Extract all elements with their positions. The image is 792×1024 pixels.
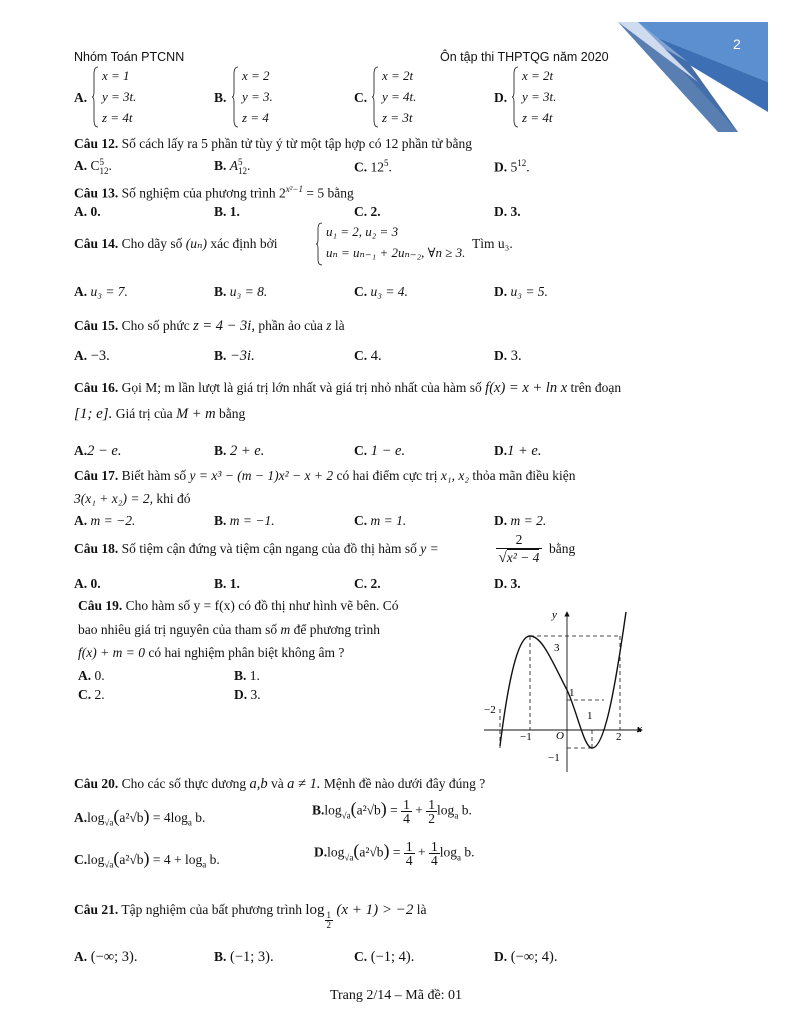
q16-stem-line2: [1; e]. Giá trị của M + m bằng — [74, 406, 246, 422]
q18-option-a[interactable]: A. 0. — [74, 576, 101, 591]
q21-option-c[interactable]: C. (−1; 4). — [354, 949, 415, 965]
origin-label: O — [556, 730, 564, 742]
q19-option-b[interactable]: B. 1. — [234, 668, 260, 683]
q16-option-c[interactable]: C. 1 − e. — [354, 443, 406, 459]
q17-option-b[interactable]: B. m = −1. — [214, 513, 275, 528]
q14-stem: Câu 14. Cho dãy số (uₙ) xác định bởi — [74, 236, 278, 251]
q15-option-d[interactable]: D. 3. — [494, 348, 522, 364]
q21-option-b[interactable]: B. (−1; 3). — [214, 949, 274, 965]
q17-option-c[interactable]: C. m = 1. — [354, 513, 407, 528]
q18-tail: bằng — [549, 541, 576, 556]
q20-stem: Câu 20. Cho các số thực dương a,b và a ≠ 1. Mệnh đề nào dưới đây đúng ? — [74, 776, 486, 792]
q17-stem-line2: 3(x₁ + x₂) = 2, khi đó — [74, 491, 191, 506]
header-left: Nhóm Toán PTCNN — [74, 50, 185, 64]
q15-stem: Câu 15. Cho số phức z = 4 − 3i, phần ảo của z là — [74, 318, 345, 334]
q18-stem: Câu 18. Số tiệm cận đứng và tiệm cận ngang của đồ thị hàm số y = — [74, 541, 439, 556]
q11-d-label: D. — [494, 90, 508, 105]
q20-option-c[interactable]: $C.\log_{√a}(a^2√b) = 4 + \log_a b$. — [74, 848, 220, 870]
q11-c-system: x = 2t y = 4t. z = 3t — [372, 66, 432, 128]
q11-a-system: x = 1 y = 3t. z = 4t — [92, 66, 152, 128]
q12-option-c[interactable]: C. $12^5$. — [354, 158, 392, 175]
page-number-badge: 2 — [733, 36, 741, 52]
q18-option-b[interactable]: B. 1. — [214, 576, 240, 591]
q14-system: u₁ = 2, u₂ = 3 uₙ = uₙ₋₁ + 2uₙ₋₂, ∀n ≥ 3. — [316, 222, 476, 266]
tick-x-1: 1 — [587, 710, 593, 722]
tick-y-1: 1 — [569, 687, 575, 699]
q11-b-system: x = 2 y = 3. z = 4 — [232, 66, 292, 128]
x-axis-label: x — [637, 723, 642, 735]
q19-stem-line3: f(x) + m = 0 có hai nghiệm phân biệt không âm ? — [78, 645, 345, 660]
q11-a-label: A. — [74, 90, 88, 105]
header-right: Ôn tập thi THPTQG năm 2020 — [440, 50, 609, 64]
q12-option-d[interactable]: D. $5^{12}$. — [494, 158, 530, 175]
q11-d-system: x = 2t y = 3t. z = 4t — [512, 66, 572, 128]
q20-option-d[interactable]: $D.\log_{√a}(a^2√b)$ = $\frac{1}{4}$ + $\frac{1}{4}$ $\log_a b$. — [314, 839, 475, 868]
q19-option-d[interactable]: D. 3. — [234, 687, 261, 702]
q15-option-a[interactable]: A. −3. — [74, 348, 110, 364]
q21-option-a[interactable]: A. (−∞; 3). — [74, 949, 138, 965]
tick-x-2: 2 — [616, 731, 622, 743]
q13-option-d[interactable]: D. 3. — [494, 204, 521, 219]
tick-x--2: −2 — [484, 704, 496, 716]
q19-stem-line1: Câu 19. Cho hàm số y = f(x) có đồ thị như hình vẽ bên. Có — [78, 598, 399, 613]
q19-stem-line2: bao nhiêu giá trị nguyên của tham số m để phương trình — [78, 622, 381, 637]
q14-option-a[interactable]: A. u₃ = 7. — [74, 284, 128, 299]
q21-stem: Câu 21. Tập nghiệm của bất phương trình log $\frac{1}{2}$ (x + 1) > −2 là — [74, 902, 427, 930]
q19-option-c[interactable]: C. 2. — [78, 687, 105, 702]
footer: Trang 2/14 – Mã đề: 01 — [329, 988, 463, 1003]
q12-option-b[interactable]: B. A 5 12 . — [214, 157, 251, 176]
y-axis-label: y — [552, 609, 557, 621]
q13-option-b[interactable]: B. 1. — [214, 204, 240, 219]
q14-option-c[interactable]: C. u₃ = 4. — [354, 284, 408, 299]
q12-stem: Câu 12. Số cách lấy ra 5 phần tử tùy ý từ một tập hợp có 12 phần tử bằng — [74, 136, 473, 151]
q12-option-a[interactable]: A. C 5 12 . — [74, 157, 112, 176]
q15-option-b[interactable]: B. −3i. — [214, 348, 255, 364]
q16-option-b[interactable]: B. 2 + e. — [214, 443, 265, 459]
q17-option-d[interactable]: D. m = 2. — [494, 513, 547, 528]
q21-option-d[interactable]: D. (−∞; 4). — [494, 949, 558, 965]
q16-stem-line1: Câu 16. Gọi M; m lần lượt là giá trị lớn nhất và giá trị nhỏ nhất của hàm số f(x) = x + ln x trên đoạn — [74, 380, 622, 396]
q14-option-b[interactable]: B. u₃ = 8. — [214, 284, 268, 299]
q20-option-a[interactable]: $A.\log_{√a}(a^2√b) = 4\log_a$ b. — [74, 806, 206, 828]
q18-option-d[interactable]: D. 3. — [494, 576, 521, 591]
q18-fraction: 2 √x² − 4 — [496, 532, 542, 567]
q13-option-c[interactable]: C. 2. — [354, 204, 381, 219]
q13-stem: Câu 13. Số nghiệm của phương trình $2^{x^2-1} = 5$ bằng — [74, 184, 354, 201]
function-curve — [500, 612, 626, 748]
q19-option-a[interactable]: A. 0. — [78, 668, 105, 683]
q17-option-a[interactable]: A. m = −2. — [74, 513, 136, 528]
tick-x--1: −1 — [520, 731, 532, 743]
q13-option-a[interactable]: A. 0. — [74, 204, 101, 219]
q11-c-label: C. — [354, 90, 368, 105]
q17-stem-line1: Câu 17. Biết hàm số y = x³ − (m − 1)x² − x + 2 có hai điểm cực trị x₁, x₂ thỏa mãn điều kiện — [74, 468, 576, 483]
q18-option-c[interactable]: C. 2. — [354, 576, 381, 591]
q19-graph — [480, 606, 650, 776]
q20-option-b[interactable]: $B.\log_{√a}(a^2√b)$ = $\frac{1}{4}$ + $\frac{1}{2}$ $\log_a b$. — [312, 797, 472, 826]
q11-b-label: B. — [214, 90, 227, 105]
q16-option-a[interactable]: A.2 − e. — [74, 443, 122, 459]
q15-option-c[interactable]: C. 4. — [354, 348, 382, 364]
tick-y-3: 3 — [554, 642, 560, 654]
corner-decoration — [618, 22, 768, 132]
tick-y--1: −1 — [548, 752, 560, 764]
q16-option-d[interactable]: D.1 + e. — [494, 443, 542, 459]
q14-option-d[interactable]: D. u₃ = 5. — [494, 284, 548, 299]
q14-tail: Tìm u₃. — [472, 236, 513, 251]
